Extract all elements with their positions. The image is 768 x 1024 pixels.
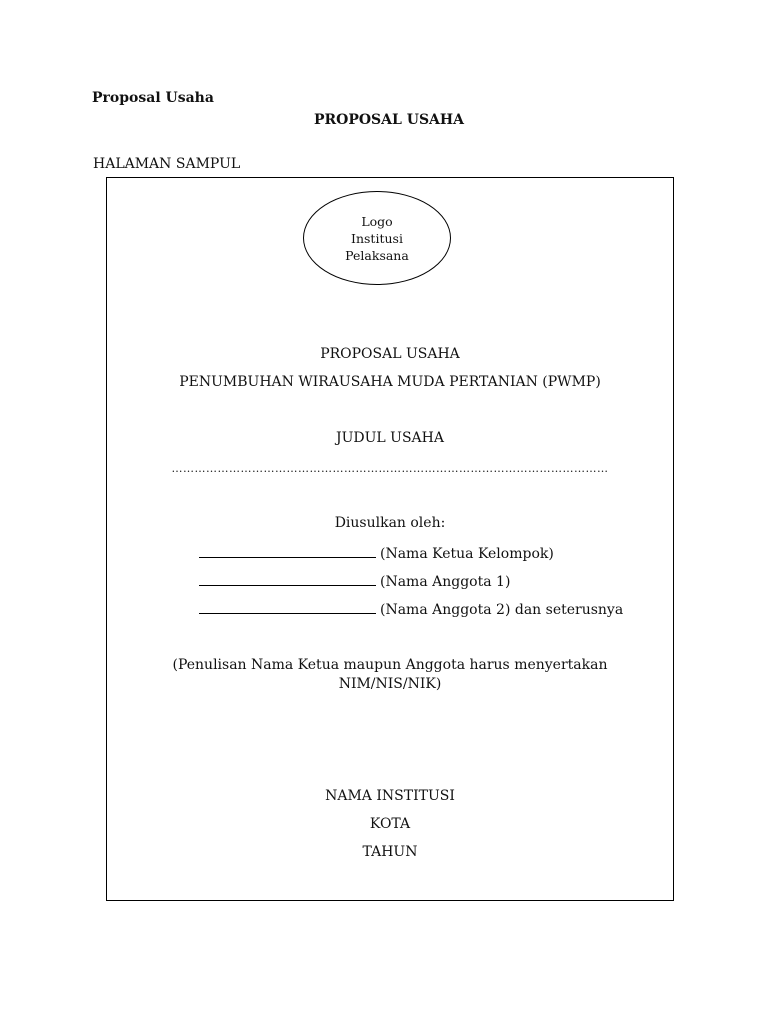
member-row [199, 571, 510, 590]
judul-usaha-label: JUDUL USAHA [335, 430, 444, 446]
writing-note-line: (Penulisan Nama Ketua maupun Anggota harus menyertakan [172, 657, 608, 673]
logo-text-line: Logo [361, 213, 393, 229]
section-label: HALAMAN SAMPUL [93, 156, 241, 172]
member-row [199, 599, 623, 618]
member-row [199, 543, 554, 562]
signature-blank-line [199, 599, 376, 614]
member-name-label: (Nama Ketua Kelompok) [380, 546, 554, 562]
logo-placeholder [303, 191, 451, 285]
city: KOTA [369, 816, 411, 832]
member-name-label: (Nama Anggota 1) [380, 574, 511, 590]
writing-note-line: NIM/NIS/NIK) [338, 676, 442, 692]
cover-title: PROPOSAL USAHA [320, 346, 460, 362]
program-name: PENUMBUHAN WIRAUSAHA MUDA PERTANIAN (PWMP) [179, 374, 601, 390]
writing-note [106, 656, 674, 694]
judul-usaha-placeholder: …………………………………………………………………………………………………… [171, 462, 609, 475]
signature-blank-line [199, 543, 376, 558]
proposer-label: Diusulkan oleh: [334, 515, 446, 531]
year: TAHUN [362, 844, 418, 860]
page-title: PROPOSAL USAHA [313, 112, 465, 128]
logo-text-line: Institusi [351, 230, 403, 246]
logo-text-line: Pelaksana [345, 247, 409, 263]
member-name-label: (Nama Anggota 2) dan seterusnya [380, 602, 624, 618]
document-header-title: Proposal Usaha [92, 90, 214, 106]
institution-name: NAMA INSTITUSI [325, 788, 455, 804]
signature-blank-line [199, 571, 376, 586]
